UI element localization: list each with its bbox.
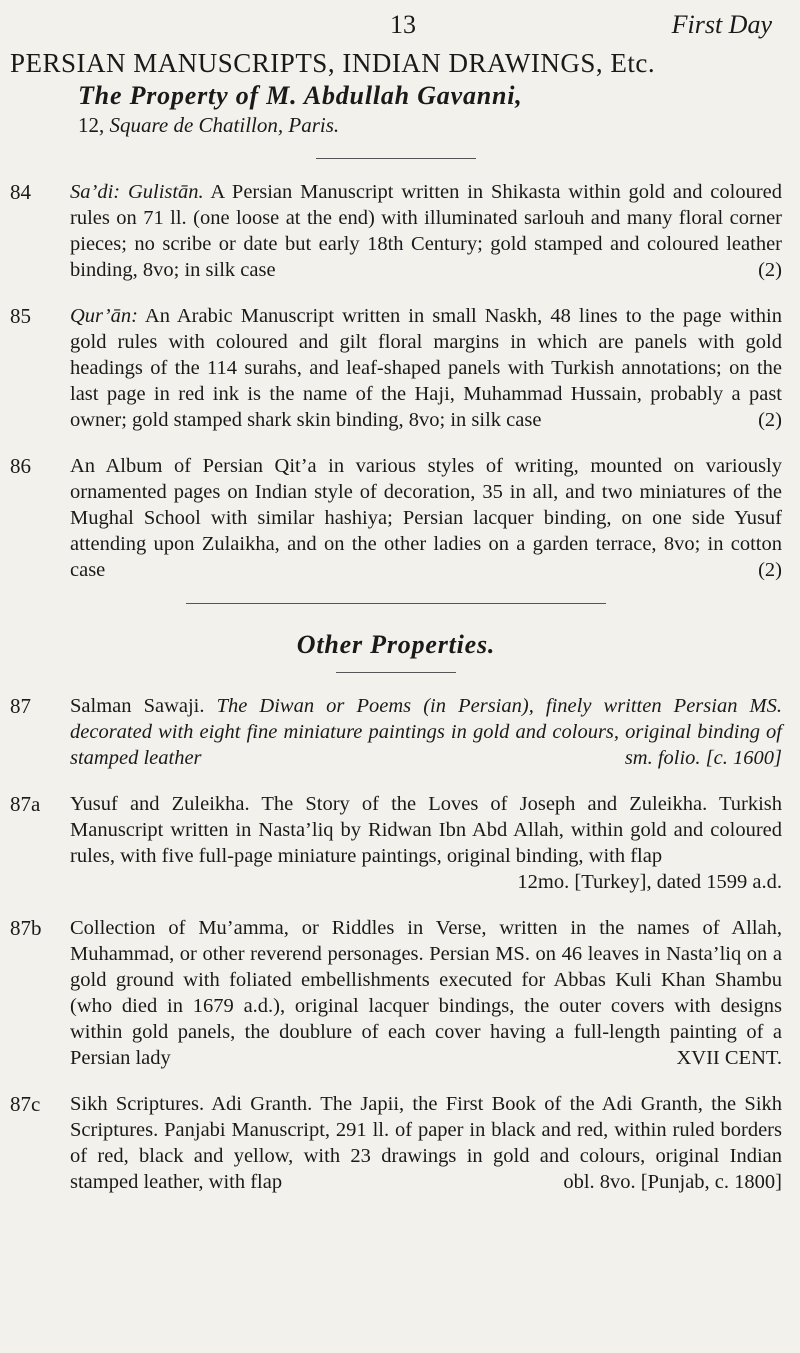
lot-entry	[10, 303, 782, 433]
section-divider	[316, 158, 476, 159]
address-number: 12,	[78, 113, 105, 137]
lot-entry	[10, 453, 782, 583]
lot-body: written in the names of Allah, Muhammad, or other reverend personages. Persian MS. on 46 leaves in Nasta’liq on a gold ground with foliated embellishments executed for Abbas Kuli Khan Shambu (who died in 1679 a.d.), original lacquer bindings, the outer covers with designs within gold panels, the doublure of each cover having a full-length painting of a Persian lady	[70, 917, 783, 1069]
lot-description	[70, 453, 782, 583]
lot-description	[70, 693, 782, 771]
address-street: Square de Chatillon, Paris.	[109, 113, 340, 137]
lot-heading: Sikh Scriptures.	[70, 1093, 205, 1115]
lot-entry	[10, 693, 782, 771]
lot-suffix: (2)	[758, 409, 782, 431]
lot-suffix: XVII CENT.	[676, 1047, 782, 1069]
lot-number: 87c	[10, 1092, 41, 1116]
lot-entry	[10, 179, 782, 283]
lot-number: 85	[10, 304, 31, 328]
lot-heading: Qur’ān:	[70, 305, 138, 327]
lot-description	[70, 1091, 782, 1195]
lot-suffix: 12mo. [Turkey], dated 1599 a.d.	[517, 871, 782, 893]
lot-description	[70, 915, 782, 1071]
lot-description	[70, 179, 782, 283]
lot-suffix: (2)	[758, 259, 782, 281]
lot-entry	[10, 1091, 782, 1195]
lot-description	[70, 791, 782, 895]
page-number: 13	[390, 10, 416, 39]
lot-suffix: (2)	[758, 559, 782, 581]
lot-number: 86	[10, 454, 31, 478]
section-divider	[186, 603, 606, 604]
property-owner: The Property of M. Abdullah Gavanni,	[78, 81, 523, 110]
lot-heading: Salman Sawaji.	[70, 695, 205, 717]
lot-body: Adi Granth. The Japii, the First Book of the Adi Granth, the Sikh Scriptures. Panjabi Manuscript, 291 ll. of paper in black and red, within ruled borders of red, black and yellow, with 23 drawings in gold and colours, original Indian stamped leather, with flap	[70, 1093, 783, 1193]
other-properties-heading: Other Properties.	[296, 630, 496, 659]
lot-number: 84	[10, 180, 31, 204]
lot-body: The Story of the Loves of Joseph and Zuleikha. Turkish Manuscript written in Nasta’liq by Ridwan Ibn Abd Allah, within gold and coloured rules, with five full-page miniature paintings, original binding, with flap	[70, 793, 783, 867]
lot-body: The Diwan or Poems (in Persian), finely written Persian MS. decorated with eight fine miniature paintings in gold and colours, original binding of stamped leather	[70, 695, 782, 769]
heading-underline	[336, 672, 456, 673]
lot-body: A Persian Manuscript written in Shikasta within gold and coloured rules on 71 ll. (one loose at the end) with illuminated sarlouh and many floral corner pieces; no scribe or date but early 18th Century; gold stamped and coloured leather binding, 8vo; in silk case	[70, 181, 783, 281]
owner-address	[78, 113, 782, 138]
lot-entry	[10, 791, 782, 895]
running-head	[10, 6, 782, 38]
lot-body: An Arabic Manuscript written in small Naskh, 48 lines to the page within gold rules with coloured and gilt floral margins in which are panels with gold headings of the 114 surahs, and leaf-shaped panels with Turkish annotations; on the last page in red ink is the name of the Haji, Muhammad Hussain, probably a past owner; gold stamped shark skin binding, 8vo; in silk case	[70, 305, 782, 431]
day-label: First Day	[671, 10, 772, 39]
lot-number: 87b	[10, 916, 42, 940]
lot-suffix: obl. 8vo. [Punjab, c. 1800]	[563, 1171, 782, 1193]
lot-body: of Persian Qit’a in various styles of writing, mounted on variously ornamented pages on Indian style of decoration, 35 in all, and two miniatures of the Mughal School with similar hashiya; Persian lacquer binding, on one side Yusuf attending upon Zulaikha, and on the other ladies on a garden terrace, 8vo; in cotton case	[70, 455, 782, 581]
lot-heading: Sa’di: Gulistān.	[70, 181, 204, 203]
lot-suffix: sm. folio. [c. 1600]	[624, 747, 782, 769]
lot-entry	[10, 915, 782, 1071]
lot-heading: An Album	[70, 455, 163, 477]
lot-heading: Yusuf and Zuleikha.	[70, 793, 250, 815]
lot-number: 87	[10, 694, 31, 718]
lot-heading: Collection of Mu’amma, or Riddles in Verse,	[70, 917, 487, 939]
lot-number: 87a	[10, 792, 41, 816]
lot-description	[70, 303, 782, 433]
section-title: PERSIAN MANUSCRIPTS, INDIAN DRAWINGS, Etc.	[10, 48, 656, 78]
